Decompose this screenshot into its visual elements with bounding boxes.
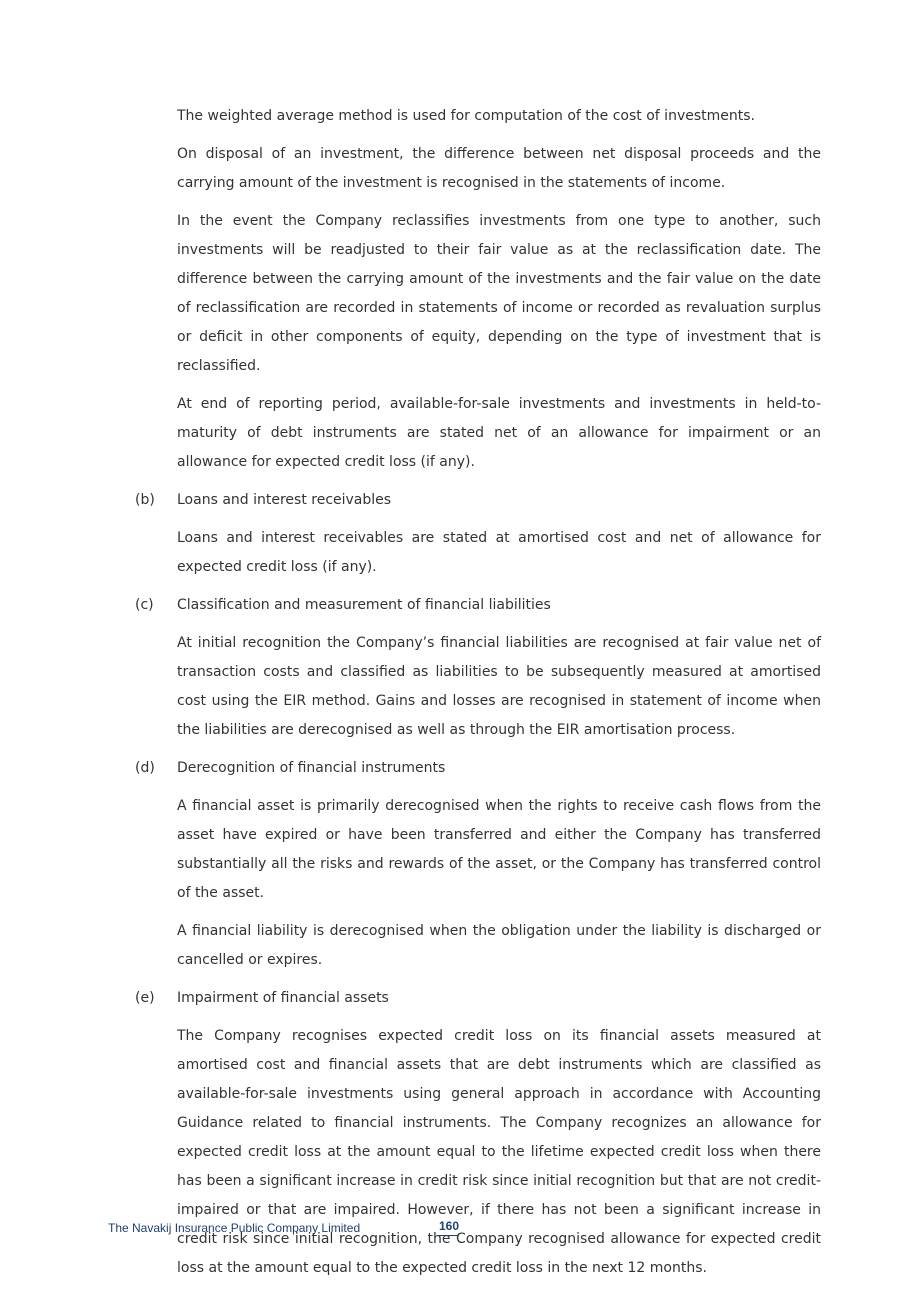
section-heading-e: [135, 984, 821, 1013]
section-heading-c: [135, 591, 821, 620]
section-d-paragraph-1: A financial asset is primarily derecognised when the rights to receive cash flows from the asset have expired or have been transferred and either the Company has transferred substantially all the risks and rewards of the asset, or the Company has transferred control of the asset.: [177, 798, 821, 901]
section-c-paragraph: At initial recognition the Company’s financial liabilities are recognised at fair value net of transaction costs and classified as liabilities to be subsequently measured at amortised cost using the EIR method. Gains and losses are recognised in statement of income when the liabilities are derecognised as well as through the EIR amortisation process.: [177, 635, 821, 738]
page-footer: [108, 1219, 460, 1237]
section-e-paragraph: The Company recognises expected credit loss on its financial assets measured at amortised cost and financial assets that are debt instruments which are classified as available-for-sale investments using general approach in accordance with Accounting Guidance related to financial instruments. The Company recognizes an allowance for expected credit loss at the amount equal to the lifetime expected credit loss when there has been a significant increase in credit risk since initial recognition but that are not credit-impaired or that are impaired. However, if there has not been a significant increase in credit risk since initial recognition, the Company recognised allowance for expected credit loss at the amount equal to the expected credit loss in the next 12 months.: [177, 1028, 821, 1276]
section-heading-b: [135, 486, 821, 515]
section-d-paragraph-2: A financial liability is derecognised when the obligation under the liability is discharged or cancelled or expires.: [177, 923, 821, 968]
section-title: Loans and interest receivables: [177, 492, 392, 508]
section-title: Impairment of financial assets: [177, 990, 389, 1006]
document-body: [135, 102, 821, 1292]
paragraph-disposal: On disposal of an investment, the difference between net disposal proceeds and the carrying amount of the investment is recognised in the statements of income.: [177, 146, 821, 191]
section-title: Derecognition of financial instruments: [177, 760, 446, 776]
section-heading-d: [135, 754, 821, 783]
paragraph-end-of-period: At end of reporting period, available-for-sale investments and investments in held-to-maturity of debt instruments are stated net of an allowance for impairment or an allowance for expected credit loss (if any).: [177, 396, 821, 470]
section-marker: (d): [135, 760, 155, 776]
section-marker: (c): [135, 597, 154, 613]
section-marker: (b): [135, 492, 155, 508]
footer-company-name: The Navakij Insurance Public Company Limited: [108, 1221, 361, 1235]
section-b-paragraph: Loans and interest receivables are stated at amortised cost and net of allowance for expected credit loss (if any).: [177, 530, 821, 575]
section-marker: (e): [135, 990, 155, 1006]
paragraph-reclassification: In the event the Company reclassifies investments from one type to another, such investments will be readjusted to their fair value as at the reclassification date. The difference between the carrying amount of the investments and the fair value on the date of reclassification are recorded in statements of income or recorded as revaluation surplus or deficit in other components of equity, depending on the type of investment that is reclassified.: [177, 213, 821, 374]
paragraph-weighted-average: The weighted average method is used for computation of the cost of investments.: [177, 108, 755, 124]
section-title: Classification and measurement of financial liabilities: [177, 597, 551, 613]
page-number: 160: [439, 1219, 459, 1236]
